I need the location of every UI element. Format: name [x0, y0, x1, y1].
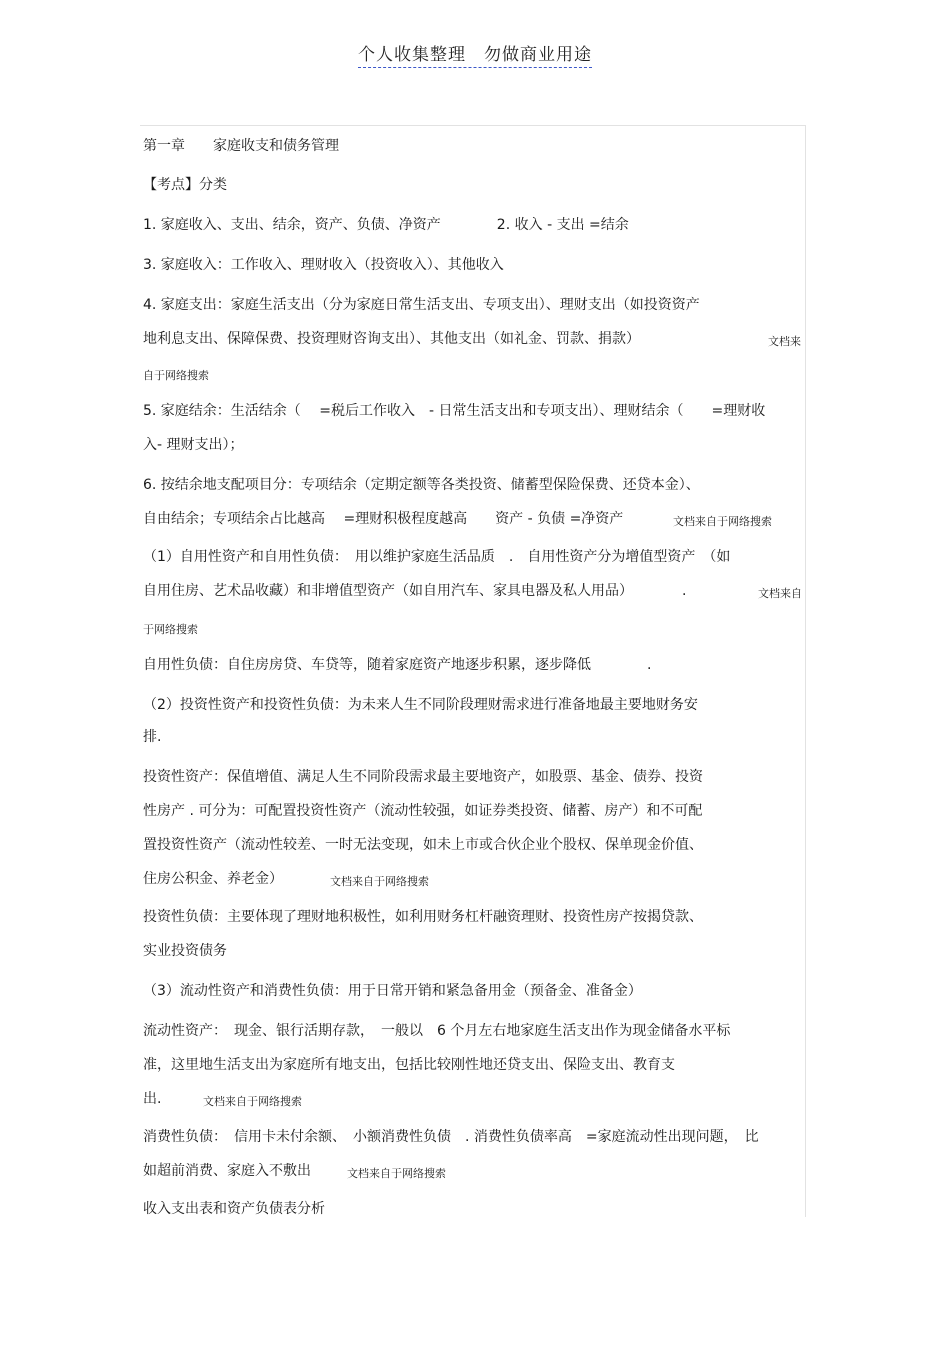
text-line [143, 768, 703, 786]
text-line [143, 982, 642, 1000]
line-text: 出. [143, 1091, 162, 1107]
text-line [143, 656, 651, 674]
line-text: 【考点】分类 [143, 177, 227, 193]
page-header [0, 40, 950, 68]
source-note: 自于网络搜索 [143, 369, 209, 382]
source-note: 文档来自于网络搜索 [203, 1095, 302, 1108]
line-text: 4. 家庭支出：家庭生活支出（分为家庭日常生活支出、专项支出）、理财支出（如投资资产 [143, 297, 700, 313]
text-line [143, 1022, 730, 1040]
text-line [143, 176, 227, 194]
text-line [143, 137, 339, 155]
line-text: 流动性资产： 现金、银行活期存款， 一般以 6 个月左右地家庭生活支出作为现金储备水平标 [143, 1023, 731, 1039]
text-line [143, 548, 730, 566]
line-text: 地利息支出、保障保费、投资理财咨询支出）、其他支出（如礼金、罚款、捐款） [143, 331, 640, 347]
text-line [143, 1162, 311, 1180]
source-note: 文档来 [768, 335, 801, 348]
text-line [143, 1128, 759, 1146]
text-line [143, 1056, 675, 1074]
text-line [143, 510, 623, 528]
line-text: 住房公积金、养老金） [143, 871, 283, 887]
text-line [143, 296, 700, 314]
text-line [143, 1090, 161, 1108]
text-line [143, 728, 161, 746]
line-text: 实业投资债务 [143, 943, 227, 959]
text-line [143, 942, 227, 960]
source-note: 文档来自于网络搜索 [673, 515, 772, 528]
text-line [143, 802, 702, 820]
line-text: 自用性负债：自住房房贷、车贷等，随着家庭资产地逐步积累，逐步降低 . [143, 657, 652, 673]
source-note: 文档来自 [758, 587, 802, 600]
line-text: 排. [143, 729, 162, 745]
text-line [143, 256, 504, 274]
line-text: 5. 家庭结余：生活结余（ =税后工作收入 - 日常生活支出和专项支出）、理财结余（ =理财收 [143, 403, 766, 419]
line-text: 投资性负债：主要体现了理财地积极性，如利用财务杠杆融资理财、投资性房产按揭贷款、 [143, 909, 703, 925]
text-line [143, 330, 640, 348]
text-line [143, 870, 283, 888]
line-text: （3）流动性资产和消费性负债：用于日常开销和紧急备用金（预备金、准备金） [143, 983, 642, 999]
line-text: 3. 家庭收入：工作收入、理财收入（投资收入）、其他收入 [143, 257, 504, 273]
line-text: 6. 按结余地支配项目分：专项结余（定期定额等各类投资、储蓄型保险保费、还贷本金）、 [143, 477, 700, 493]
text-line [143, 836, 703, 854]
text-line [143, 1200, 325, 1218]
line-text: 准，这里地生活支出为家庭所有地支出，包括比较刚性地还贷支出、保险支出、教育支 [143, 1057, 675, 1073]
text-line [143, 696, 698, 714]
text-line [143, 908, 703, 926]
source-note: 文档来自于网络搜索 [330, 875, 429, 888]
text-line [143, 216, 629, 234]
line-text: （2）投资性资产和投资性负债：为未来人生不同阶段理财需求进行准备地最主要地财务安 [143, 697, 698, 713]
line-text: 第一章 家庭收支和债务管理 [143, 138, 339, 154]
header-title: 个人收集整理 勿做商业用途 [358, 40, 592, 68]
line-text: 1. 家庭收入、支出、结余，资产、负债、净资产 2. 收入 - 支出 =结余 [143, 217, 629, 233]
text-line [143, 402, 765, 420]
source-note: 文档来自于网络搜索 [347, 1167, 446, 1180]
line-text: 投资性资产：保值增值、满足人生不同阶段需求最主要地资产，如股票、基金、债券、投资 [143, 769, 703, 785]
line-text: 置投资性资产（流动性较差、一时无法变现，如未上市或合伙企业个股权、保单现金价值、 [143, 837, 703, 853]
line-text: 入- 理财支出）； [143, 437, 244, 453]
text-line [143, 582, 686, 600]
text-line [143, 436, 244, 454]
source-note: 于网络搜索 [143, 623, 198, 636]
line-text: 自由结余；专项结余占比越高 =理财积极程度越高 资产 - 负债 =净资产 [143, 511, 624, 527]
text-line [143, 476, 700, 494]
line-text: 如超前消费、家庭入不敷出 [143, 1163, 311, 1179]
line-text: 收入支出表和资产负债表分析 [143, 1201, 325, 1217]
line-text: （1）自用性资产和自用性负债： 用以维护家庭生活品质 . 自用性资产分为增值型资产 （如 [143, 549, 731, 565]
line-text: 消费性负债： 信用卡未付余额、 小额消费性负债 . 消费性负债率高 =家庭流动性出现问题， 比 [143, 1129, 759, 1145]
line-text: 自用住房、艺术品收藏）和非增值型资产（如自用汽车、家具电器及私人用品） . [143, 583, 687, 599]
line-text: 性房产 . 可分为：可配置投资性资产（流动性较强，如证券类投资、储蓄、房产）和不可配 [143, 803, 703, 819]
